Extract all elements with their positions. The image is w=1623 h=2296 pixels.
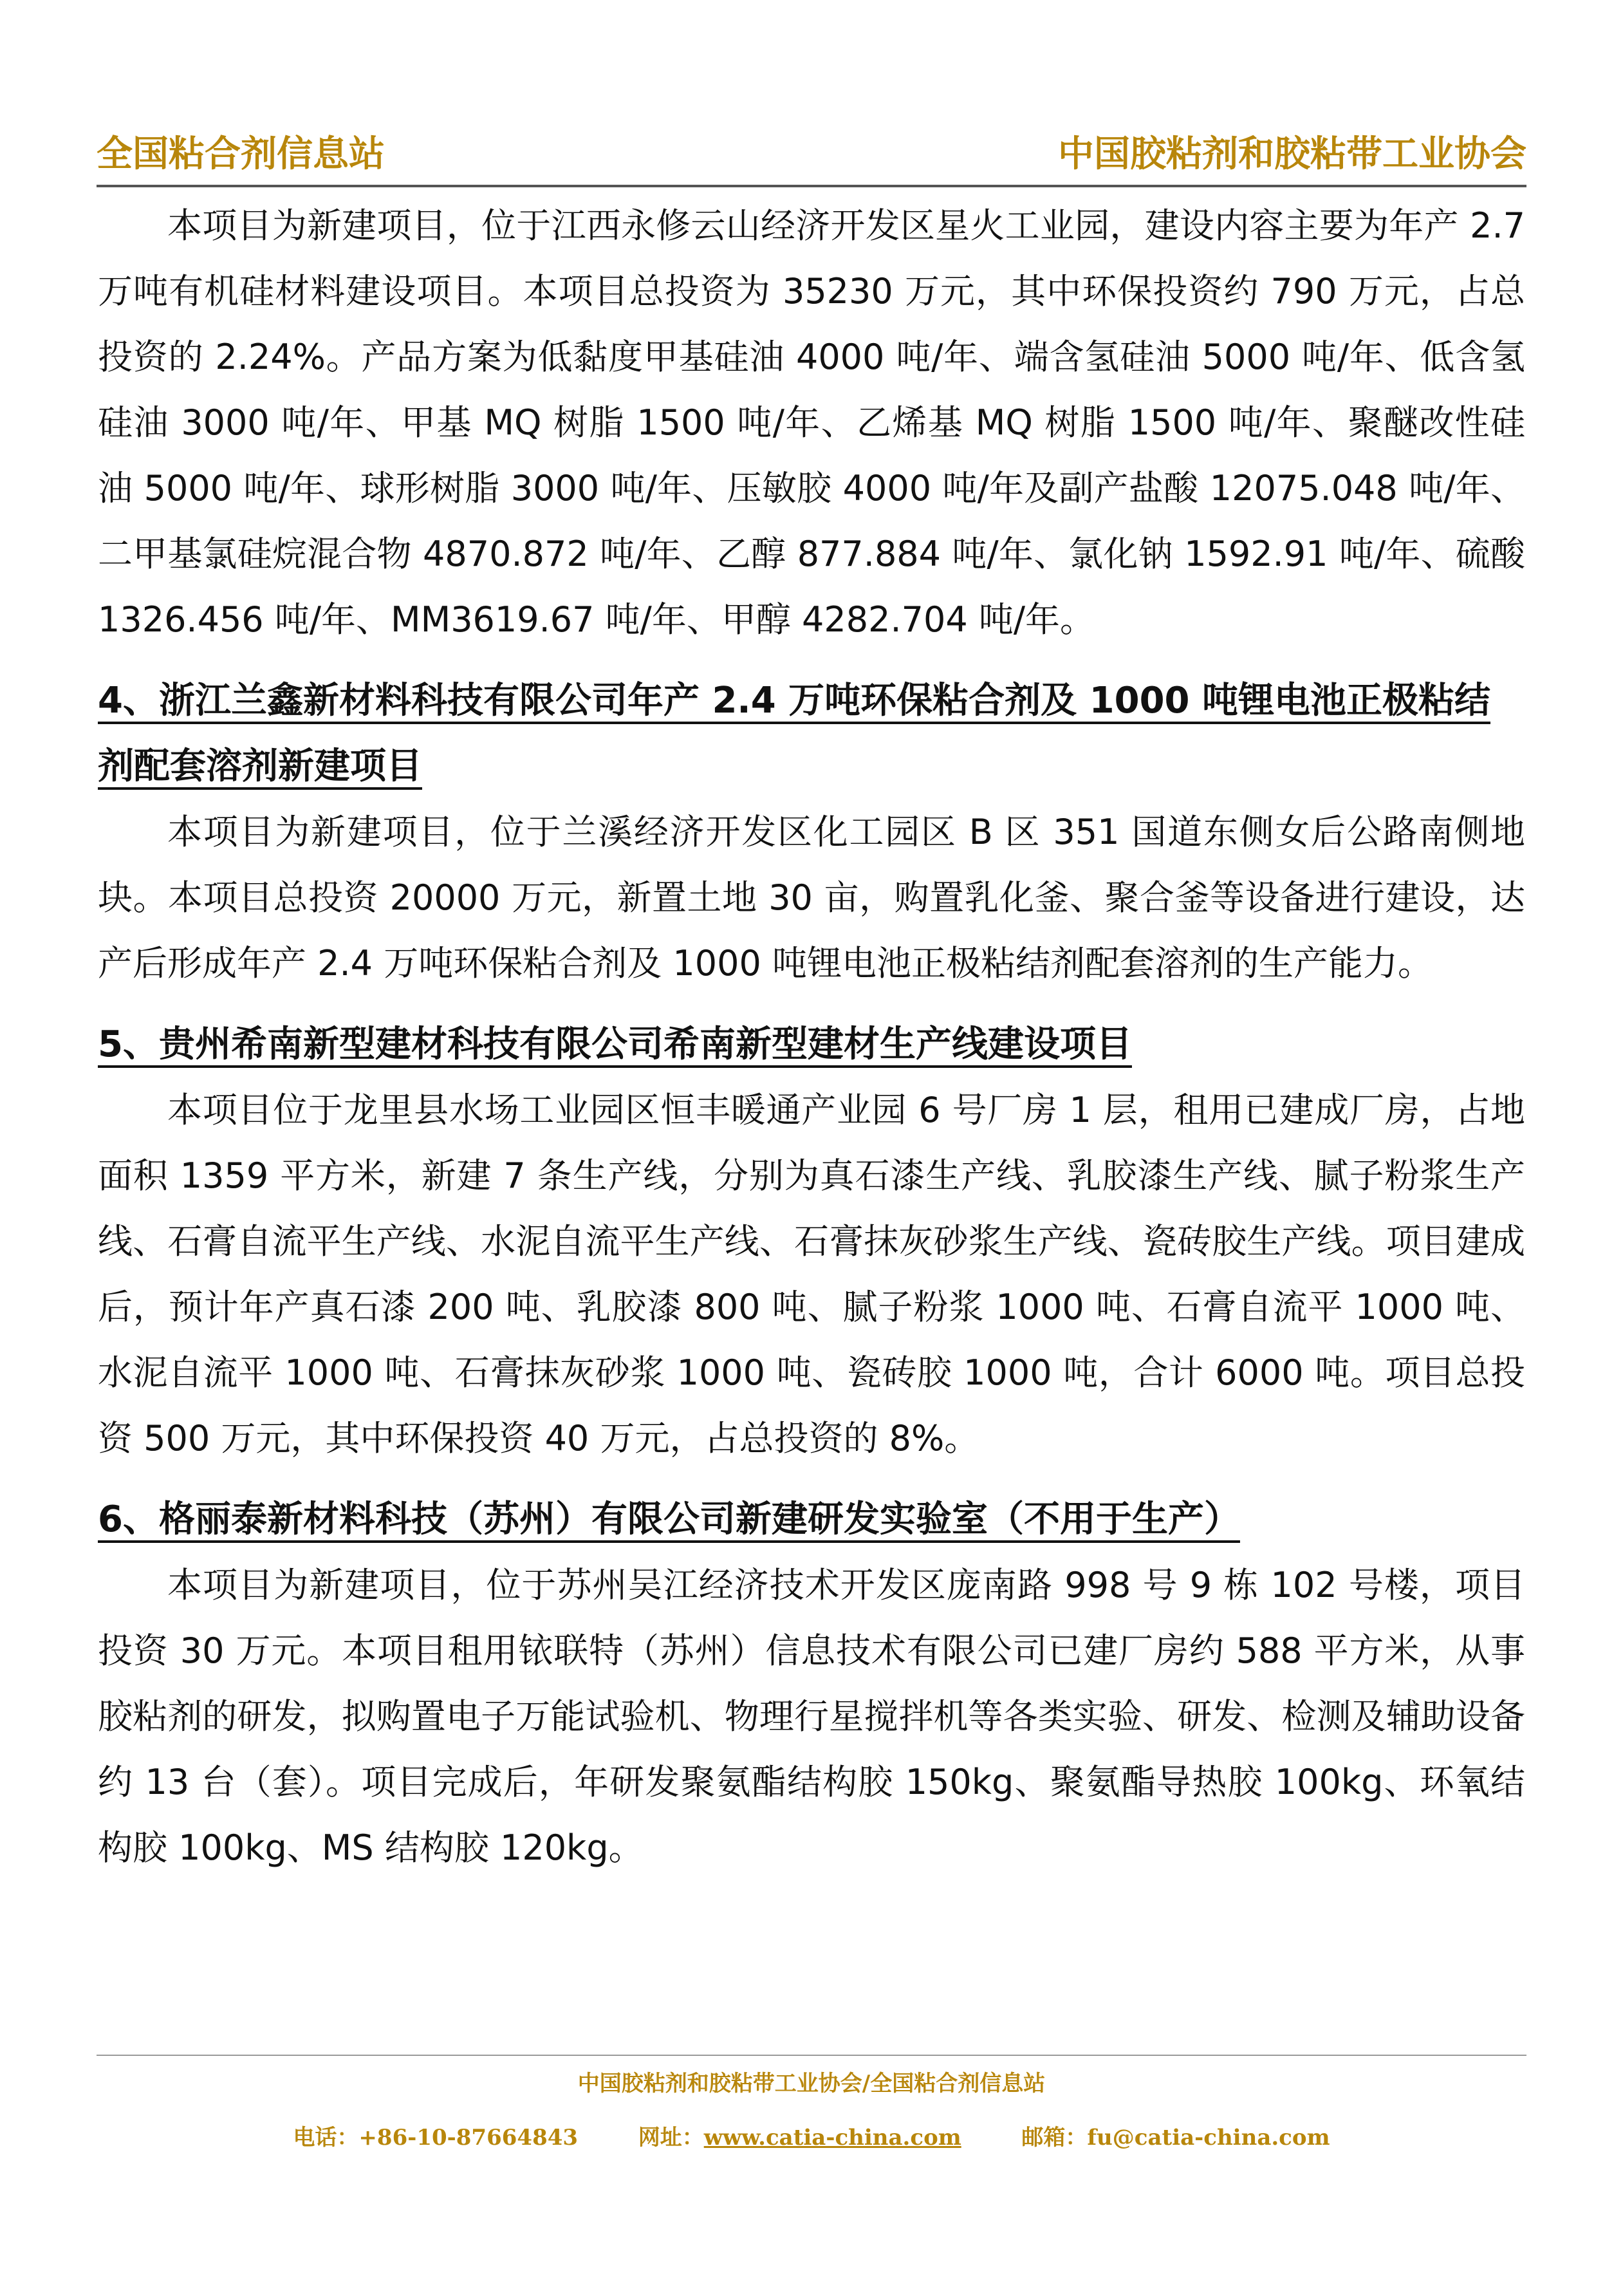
footer-contact	[97, 2118, 1526, 2158]
section-heading-5: 5、贵州希南新型建材科技有限公司希南新型建材生产线建设项目	[98, 1023, 1132, 1065]
section-body-5: 本项目位于龙里县水场工业园区恒丰暖通产业园 6 号厂房 1 层，租用已建成厂房，占地面积 1359 平方米，新建 7 条生产线，分别为真石漆生产线、乳胶漆生产线、腻子粉浆生产线、石膏自流平生产线、水泥自流平生产线、石膏抹灰砂浆生产线、瓷砖胶生产线。项目建成后，预计年产真石漆 200 吨、乳胶漆 800 吨、腻子粉浆 1000 吨、石膏自流平 1000 吨、水泥自流平 1000 吨、石膏抹灰砂浆 1000 吨、瓷砖胶 1000 吨，合计 6000 吨。项目总投资 500 万元，其中环保投资 40 万元，占总投资的 8%。	[98, 1090, 1525, 1459]
section-heading-4: 4、浙江兰鑫新材料科技有限公司年产 2.4 万吨环保粘合剂及 1000 吨锂电池正极粘结剂配套溶剂新建项目	[98, 680, 1491, 787]
header-left-title: 全国粘合剂信息站	[97, 133, 385, 175]
document-body	[98, 193, 1525, 1881]
page-header	[97, 113, 1526, 187]
section-body-1: 本项目为新建项目，位于江西永修云山经济开发区星火工业园，建设内容主要为年产 2.7 万吨有机硅材料建设项目。本项目总投资为 35230 万元，其中环保投资约 790 万元，占总投资的 2.24%。产品方案为低黏度甲基硅油 4000 吨/年、端含氢硅油 5000 吨/年、低含氢硅油 3000 吨/年、甲基 MQ 树脂 1500 吨/年、乙烯基 MQ 树脂 1500 吨/年、聚醚改性硅油 5000 吨/年、球形树脂 3000 吨/年、压敏胶 4000 吨/年及副产盐酸 12075.048 吨/年、二甲基氯硅烷混合物 4870.872 吨/年、乙醇 877.884 吨/年、氯化钠 1592.91 吨/年、硫酸 1326.456 吨/年、MM3619.67 吨/年、甲醇 4282.704 吨/年。	[98, 205, 1525, 640]
footer-organization: 中国胶粘剂和胶粘带工业协会/全国粘合剂信息站	[577, 2071, 1046, 2096]
section-body-6: 本项目为新建项目，位于苏州吴江经济技术开发区庞南路 998 号 9 栋 102 号楼，项目投资 30 万元。本项目租用铱联特（苏州）信息技术有限公司已建厂房约 588 平方米，从事胶粘剂的研发，拟购置电子万能试验机、物理行星搅拌机等各类实验、研发、检测及辅助设备约 13 台（套）。项目完成后，年研发聚氨酯结构胶 150kg、聚氨酯导热胶 100kg、环氧结构胶 100kg、MS 结构胶 120kg。	[98, 1565, 1525, 1868]
section-heading-6: 6、格丽泰新材料科技（苏州）有限公司新建研发实验室（不用于生产）	[98, 1498, 1240, 1540]
footer-website-link[interactable]: www.catia-china.com	[703, 2125, 961, 2151]
footer-phone: 电话：+86-10-87664843	[293, 2125, 579, 2151]
footer-email: 邮箱：fu@catia-china.com	[1021, 2125, 1330, 2151]
header-right-title: 中国胶粘剂和胶粘带工业协会	[1058, 133, 1526, 175]
section-body-4: 本项目为新建项目，位于兰溪经济开发区化工园区 B 区 351 国道东侧女后公路南侧地块。本项目总投资 20000 万元，新置土地 30 亩，购置乳化釜、聚合釜等设备进行建设，达产后形成年产 2.4 万吨环保粘合剂及 1000 吨锂电池正极粘结剂配套溶剂的生产能力。	[98, 812, 1525, 984]
footer-website-label: 网址：	[638, 2125, 704, 2151]
page-footer	[97, 2055, 1526, 2158]
